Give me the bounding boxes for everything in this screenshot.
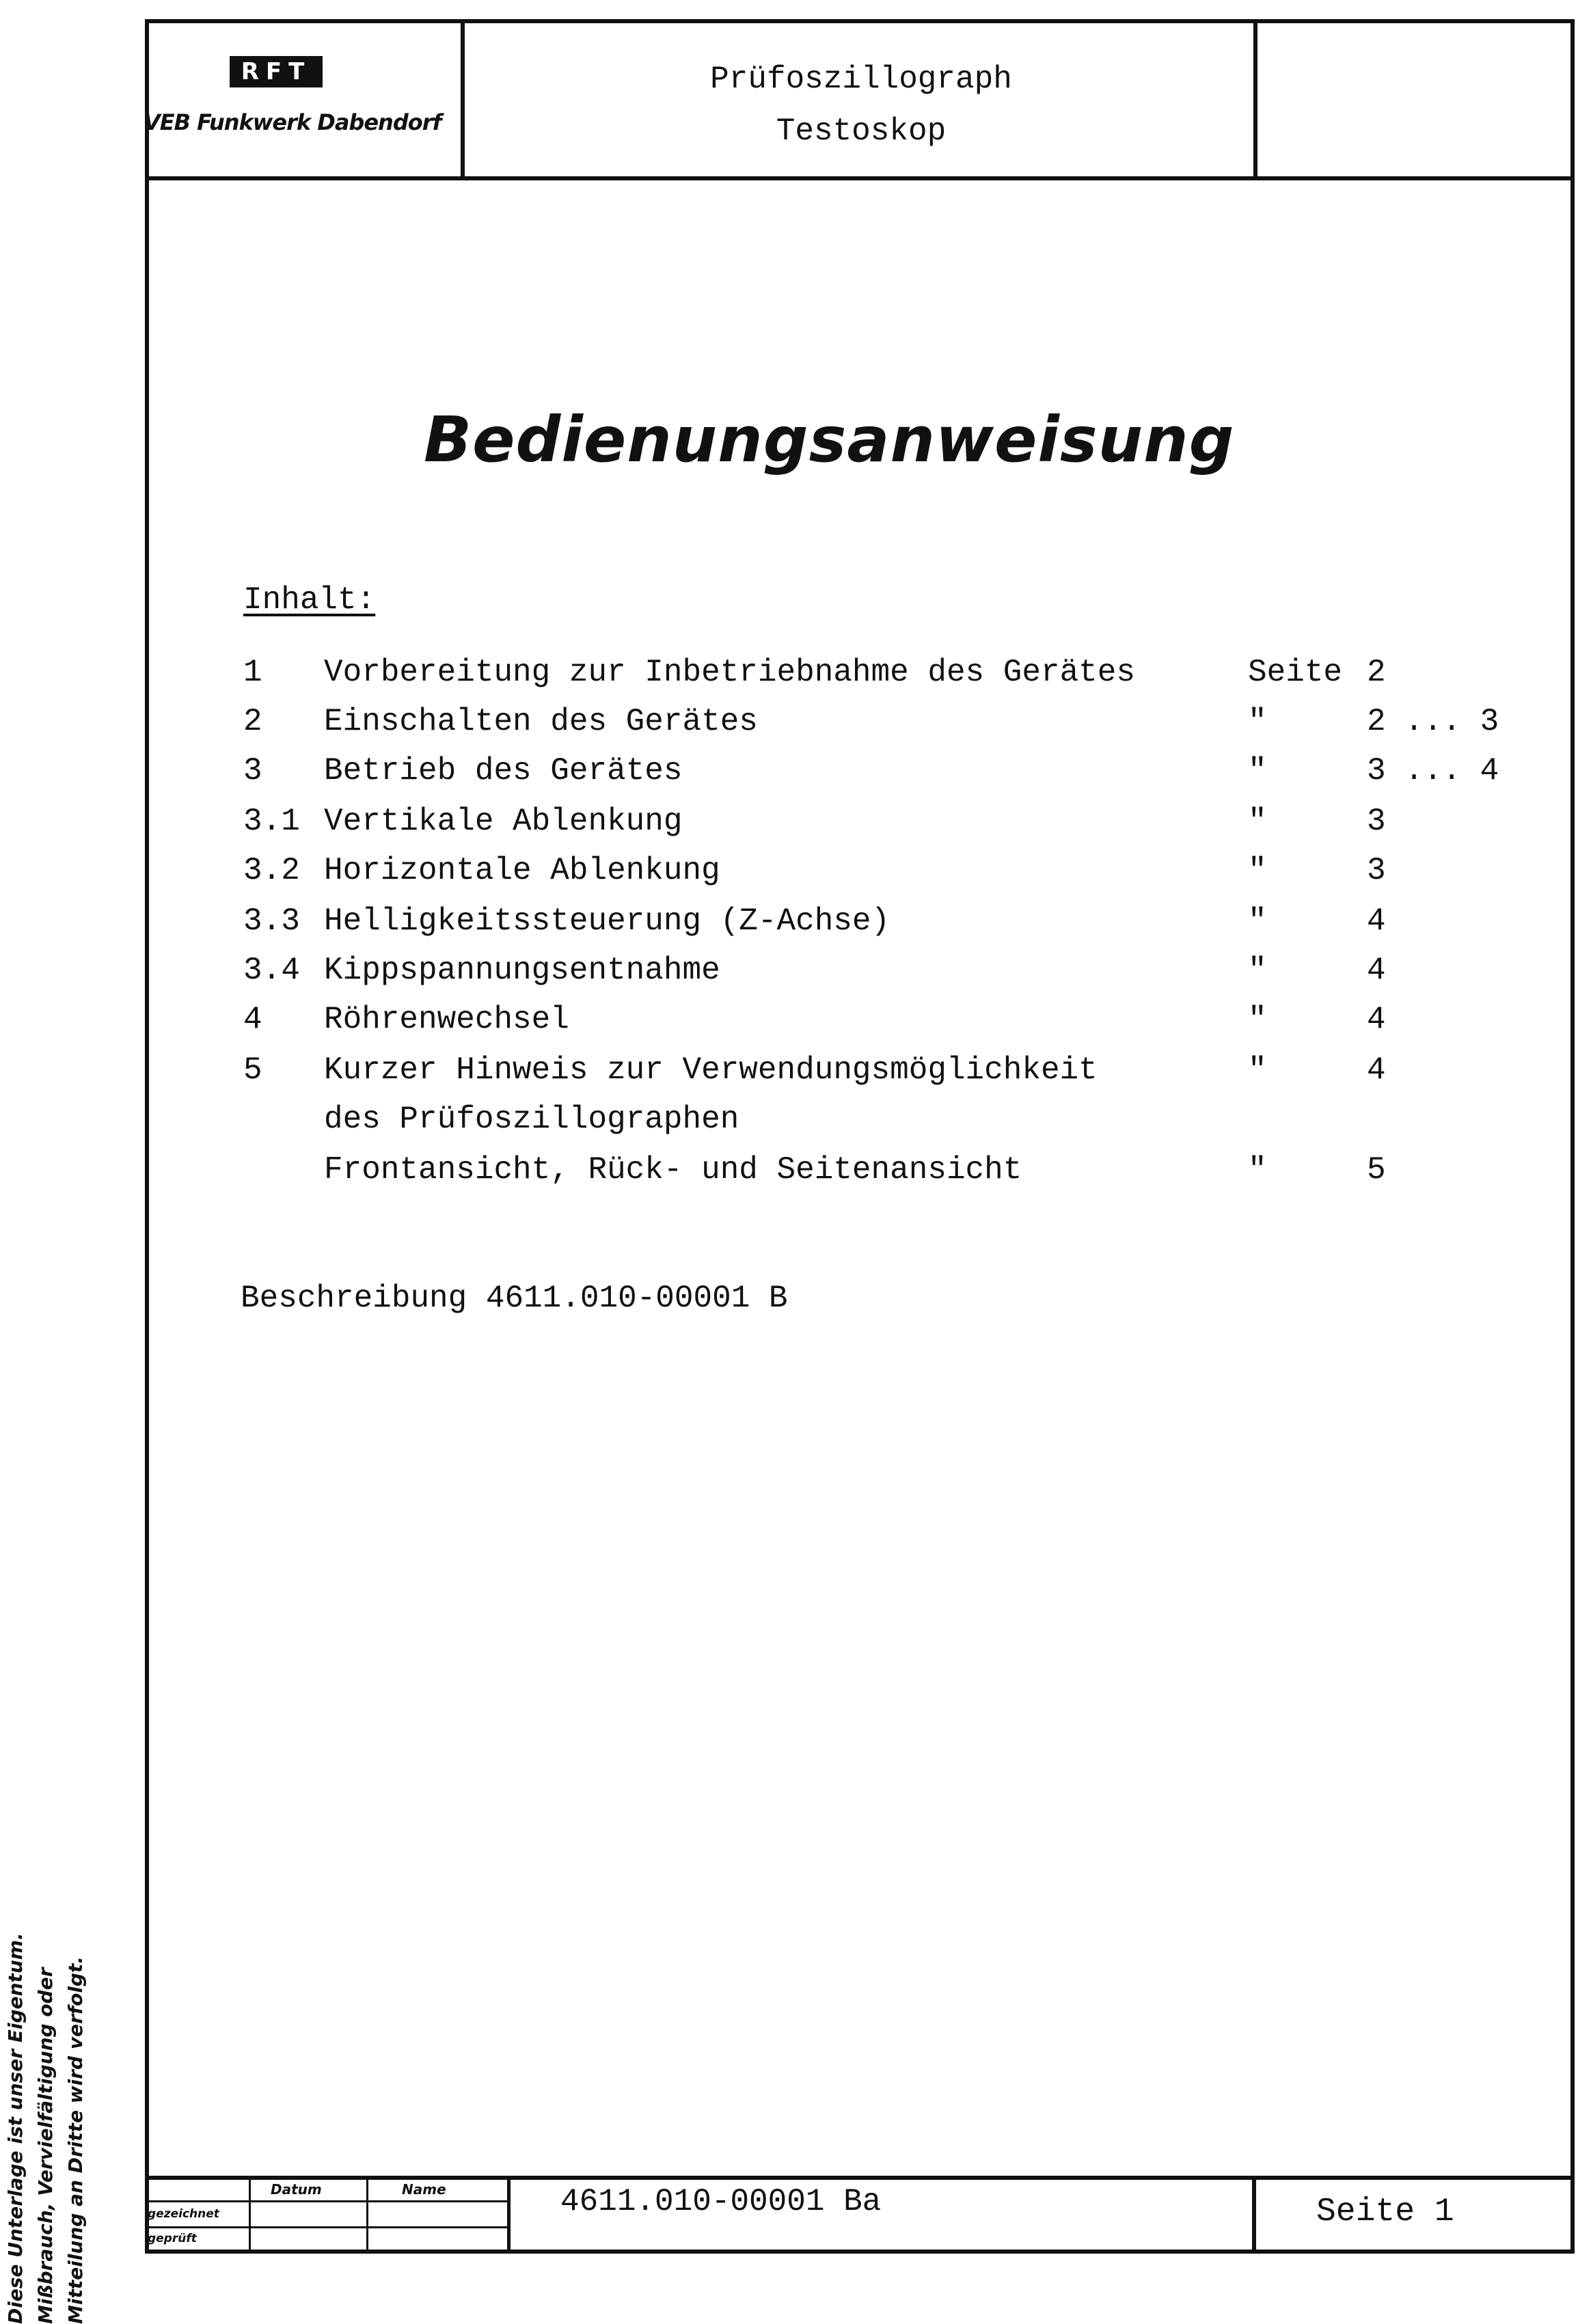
toc-page: 4	[1367, 903, 1386, 939]
toc-number: 3.2	[243, 853, 300, 888]
toc-page: 2	[1367, 655, 1386, 690]
toc-row	[0, 746, 1591, 795]
toc-title: Kurzer Hinweis zur Verwendungsmöglichkeit	[324, 1052, 1098, 1088]
toc-number: 3.3	[243, 903, 300, 939]
toc-page: 3	[1367, 853, 1386, 888]
toc-page-marker: "	[1248, 1002, 1267, 1037]
toc-title: Kippspannungsentnahme	[324, 953, 720, 988]
toc-number: 2	[243, 704, 262, 739]
toc-page: 4	[1367, 1052, 1386, 1088]
column-date-label: Datum	[271, 2181, 322, 2198]
toc-number: 3.4	[243, 953, 300, 988]
company-logo	[161, 56, 394, 90]
page-title: Bedienungsanweisung	[424, 403, 1235, 476]
document-number: 4611.010-00001 Ba	[560, 2184, 882, 2219]
toc-page-marker: "	[1248, 1152, 1267, 1188]
signoff-row-line	[145, 2200, 507, 2202]
toc-number: 3	[243, 753, 262, 789]
toc-row	[0, 897, 1591, 946]
toc-page-marker: "	[1248, 804, 1267, 839]
row-drawn-label: gezeichnet	[148, 2207, 219, 2221]
toc-title: Vertikale Ablenkung	[324, 804, 683, 839]
toc-row	[0, 846, 1591, 895]
contents-heading: Inhalt:	[243, 582, 376, 618]
toc-row	[0, 797, 1591, 846]
toc-title: Helligkeitssteuerung (Z-Achse)	[324, 903, 890, 939]
toc-page: 3	[1367, 804, 1386, 839]
toc-number: 5	[243, 1052, 262, 1088]
device-title-line1: Prüfoszillograph	[710, 61, 1012, 97]
toc-number: 1	[243, 655, 262, 690]
toc-row	[0, 697, 1591, 746]
company-name: VEB Funkwerk Dabendorf	[144, 109, 441, 135]
toc-title: Vorbereitung zur Inbetriebnahme des Gerätes	[324, 655, 1135, 690]
toc-row	[0, 648, 1591, 697]
title-block-top	[145, 2176, 1575, 2180]
toc-page-marker: "	[1248, 903, 1267, 939]
title-block-separator-number	[507, 2176, 511, 2254]
page-number: Seite 1	[1316, 2193, 1454, 2230]
toc-page: 3 ... 4	[1367, 753, 1499, 789]
ownership-notice: Diese Unterlage ist unser Eigentum. Mißbrauch, Vervielfältigung oder Mitteilung an Dritte wird verfolgt.	[4, 1932, 87, 2324]
toc-page: 4	[1367, 953, 1386, 988]
toc-row	[0, 1145, 1591, 1194]
toc-title: Röhrenwechsel	[324, 1002, 569, 1037]
device-title	[465, 53, 1257, 157]
toc-page-marker: "	[1248, 704, 1267, 739]
toc-row	[0, 1045, 1591, 1095]
toc-page: 2 ... 3	[1367, 704, 1499, 739]
toc-page-marker: "	[1248, 1052, 1267, 1088]
toc-title: Betrieb des Gerätes	[324, 753, 683, 789]
toc-page-marker: "	[1248, 953, 1267, 988]
rft-logo-mark: RFT	[230, 56, 323, 87]
toc-page: 5	[1367, 1152, 1386, 1188]
toc-page-marker: "	[1248, 853, 1267, 888]
toc-page: 4	[1367, 1002, 1386, 1037]
toc-number: 4	[243, 1002, 262, 1037]
header-divider	[145, 176, 1575, 180]
toc-title: Horizontale Ablenkung	[324, 853, 720, 888]
toc-title: des Prüfoszillographen	[324, 1102, 739, 1137]
row-checked-label: geprüft	[148, 2232, 197, 2245]
toc-page-marker: Seite	[1248, 655, 1343, 690]
toc-page-marker: "	[1248, 753, 1267, 789]
toc-title: Einschalten des Gerätes	[324, 704, 758, 739]
toc-row	[0, 946, 1591, 995]
toc-title: Frontansicht, Rück- und Seitenansicht	[324, 1152, 1022, 1188]
toc-row	[0, 995, 1591, 1044]
column-name-label: Name	[402, 2181, 446, 2198]
toc-row	[0, 1095, 1591, 1144]
signoff-row-line	[145, 2226, 507, 2228]
device-title-line2: Testoskop	[776, 113, 947, 149]
signoff-column-line	[249, 2176, 251, 2254]
toc-number: 3.1	[243, 804, 300, 839]
title-block-separator-page	[1252, 2176, 1256, 2254]
description-reference: Beschreibung 4611.010-00001 B	[241, 1281, 788, 1316]
signoff-column-line	[366, 2176, 368, 2254]
